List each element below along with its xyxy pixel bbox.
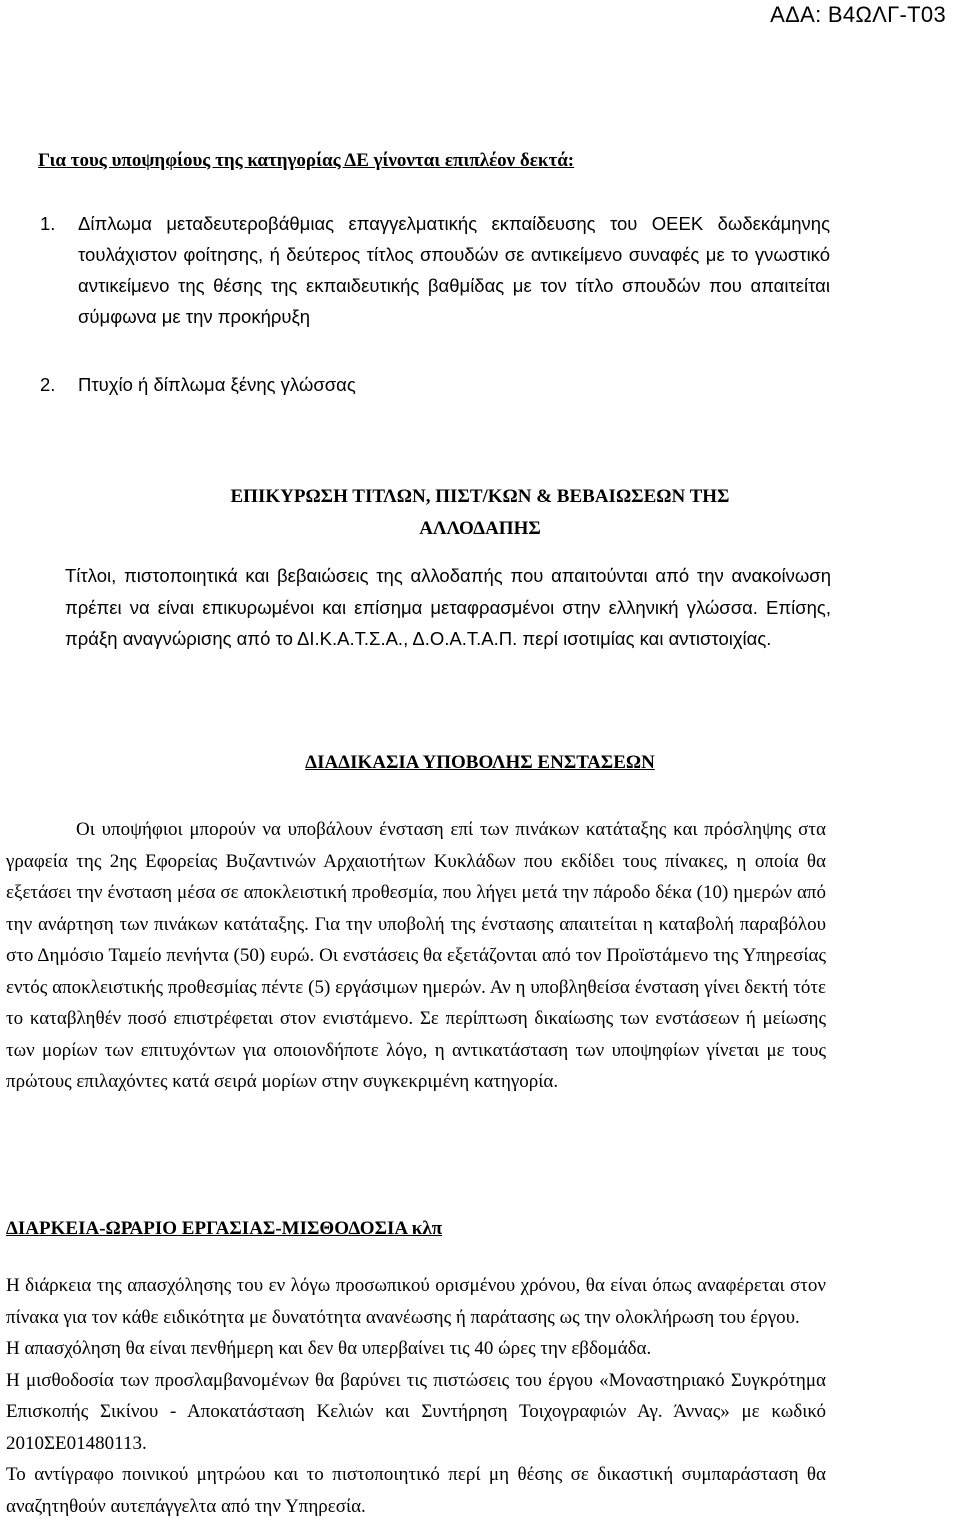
objections-body xyxy=(6,814,826,1098)
objections-paragraph: Οι υποψήφιοι μπορούν να υποβάλουν ένσταση επί των πινάκων κατάταξης και πρόσληψης στα γραφεία της 2ης Εφορείας Βυζαντινών Αρχαιοτήτων Κυκλάδων που εκδίδει τους πίνακες, η οποία θα εξετάσει την ένσταση μέσα σε αποκλειστική προθεσμία, που λήγει μετά την πάροδο δέκα (10) ημερών από την ανάρτηση των πινάκων κατάταξης. Για την υποβολή της ένστασης απαιτείται η καταβολή παραβόλου στο Δημόσιο Ταμείο πενήντα (50) ευρώ. Οι ενστάσεις θα εξετάζονται από τον Προϊστάμενο της Υπηρεσίας εντός αποκλειστικής προθεσμίας πέντε (5) εργάσιμων ημερών. Αν η υποβληθείσα ένσταση γίνει δεκτή τότε το καταβληθέν ποσό επιστρέφεται στον ενιστάμενο. Σε περίπτωση δικαίωσης των ενστάσεων ή μείωσης των μορίων των επιτυχόντων για οποιονδήποτε λόγο, η αντικατάσταση των υποψηφίων γίνεται με τους πρώτους επιλαχόντες κατά σειρά μορίων στην συγκεκριμένη κατηγορία. xyxy=(6,819,826,1092)
intro-heading: Για τους υποψηφίους της κατηγορίας ΔΕ γίνονται επιπλέον δεκτά: xyxy=(38,150,575,171)
validation-paragraph: Τίτλοι, πιστοποιητικά και βεβαιώσεις της αλλοδαπής που απαιτούνται από την ανακοίνωση πρέπει να είναι επικυρωμένοι και επίσημα μεταφρασμένοι στην ελληνική γλώσσα. Επίσης, πράξη αναγνώρισης από το ΔΙ.Κ.Α.Τ.Σ.Α., Δ.Ο.Α.Τ.Α.Π. περί ισοτιμίας και αντιστοιχίας. xyxy=(65,565,831,649)
duration-paragraph-3: Η μισθοδοσία των προσλαμβανομένων θα βαρύνει τις πιστώσεις του έργου «Μοναστηριακό Συγκρότημα Επισκοπής Σικίνου - Αποκατάσταση Κελιών και Συντήρηση Τοιχογραφιών Αγ. Άννας» με κωδικό 2010ΣΕ01480113. xyxy=(6,1369,826,1454)
validation-title-line2: ΑΛΛΟΔΑΠΗΣ xyxy=(419,518,541,539)
list-item-text: Πτυχίο ή δίπλωμα ξένης γλώσσας xyxy=(78,374,356,395)
list-item-text: Δίπλωμα μεταδευτεροβάθμιας επαγγελματικής εκπαίδευσης του ΟΕΕΚ δωδεκάμηνης τουλάχιστον φοίτησης, ή δεύτερος τίτλος σπουδών σε αντικείμενο συναφές με το γνωστικό αντικείμενο της θέσης της εκπαιδευτικής βαθμίδας με τον τίτλο σπουδών που απαιτείται σύμφωνα με την προκήρυξη xyxy=(78,213,830,327)
duration-title: ΔΙΑΡΚΕΙΑ-ΩΡΑΡΙΟ ΕΡΓΑΣΙΑΣ-ΜΙΣΘΟΔΟΣΙΑ κλπ xyxy=(6,1218,443,1239)
list-item-number: 2. xyxy=(40,374,56,395)
list-item-number: 1. xyxy=(40,213,56,234)
validation-title-line1: ΕΠΙΚΥΡΩΣΗ ΤΙΤΛΩΝ, ΠΙΣΤ/ΚΩΝ & ΒΕΒΑΙΩΣΕΩΝ ΤΗΣ xyxy=(230,486,730,507)
duration-paragraph-1: Η διάρκεια της απασχόλησης του εν λόγω προσωπικού ορισμένου χρόνου, θα είναι όπως αναφέρεται στον πίνακα για τον κάθε ειδικότητα με δυνατότητα ανανέωσης ή παράτασης ως την ολοκλήρωση του έργου. xyxy=(6,1275,826,1328)
list-item-1 xyxy=(40,208,830,332)
validation-body xyxy=(65,560,831,655)
duration-paragraph-2: Η απασχόληση θα είναι πενθήμερη και δεν θα υπερβαίνει τις 40 ώρες την εβδομάδα. xyxy=(6,1338,652,1359)
list-item-2 xyxy=(40,374,830,396)
ada-code: ΑΔΑ: Β4ΩΛΓ-Τ03 xyxy=(770,2,946,27)
objections-title: ΔΙΑΔΙΚΑΣΙΑ ΥΠΟΒΟΛΗΣ ΕΝΣΤΑΣΕΩΝ xyxy=(305,752,655,773)
duration-body xyxy=(6,1270,826,1522)
duration-paragraph-4: Το αντίγραφο ποινικού μητρώου και το πιστοποιητικό περί μη θέσης σε δικαστική συμπαράσταση θα αναζητηθούν αυτεπάγγελτα από την Υπηρεσία. xyxy=(6,1464,826,1517)
